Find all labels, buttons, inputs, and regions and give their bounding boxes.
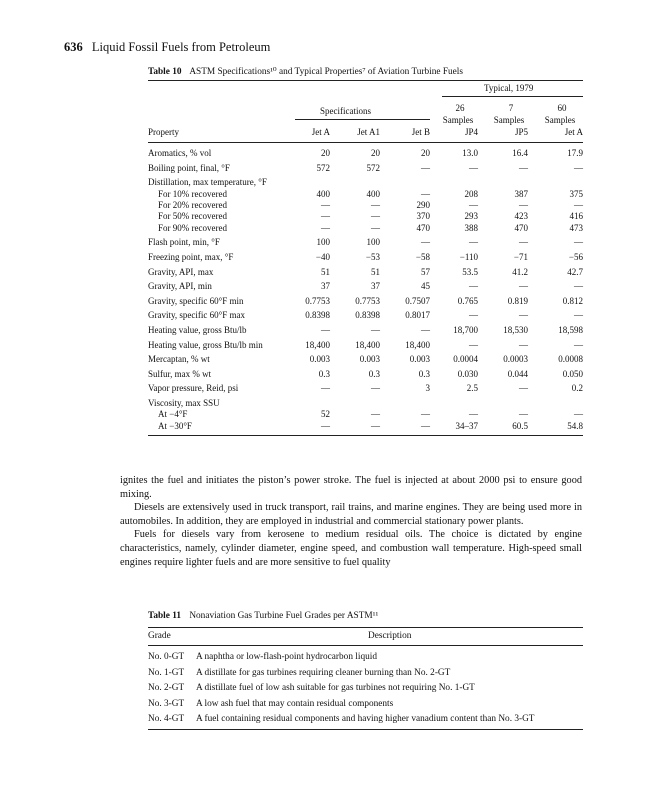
value-cell-jet-b: 0.7507 bbox=[405, 295, 430, 306]
table-row bbox=[148, 278, 583, 293]
value-cell-jp5 bbox=[478, 174, 528, 189]
value-cell-jet-a bbox=[284, 174, 330, 189]
value-cell-jp5: 0.0003 bbox=[503, 354, 528, 365]
value-cell-jet-a-typical bbox=[528, 395, 583, 410]
property-cell: At −4°F bbox=[158, 409, 188, 420]
table-row bbox=[148, 712, 583, 728]
value-cell-jp4: — bbox=[469, 281, 478, 292]
value-cell-jp4: 18,700 bbox=[453, 324, 478, 335]
property-cell: Gravity, specific 60°F max bbox=[148, 310, 245, 321]
value-cell-jet-a1: 0.003 bbox=[359, 354, 380, 365]
table-row bbox=[148, 263, 583, 278]
value-cell-jp4: 388 bbox=[464, 222, 478, 233]
value-cell-jet-b: 45 bbox=[421, 281, 430, 292]
value-cell-jp4: — bbox=[469, 162, 478, 173]
property-cell: Viscosity, max SSU bbox=[148, 397, 220, 408]
table10-header bbox=[148, 81, 583, 142]
samples-count-jp5: 7 bbox=[508, 103, 514, 113]
table10-body bbox=[148, 148, 583, 432]
col-header-grade: Grade bbox=[148, 631, 171, 641]
value-cell-jet-b: 470 bbox=[416, 222, 430, 233]
value-cell-jet-b: 3 bbox=[425, 383, 430, 394]
property-cell: For 90% recovered bbox=[158, 222, 227, 233]
col-header-description: Description bbox=[368, 631, 412, 641]
value-cell-jet-a1: −53 bbox=[365, 252, 380, 262]
value-cell-jet-a-typical: — bbox=[574, 200, 583, 210]
property-cell: Mercaptan, % wt bbox=[148, 354, 210, 365]
value-cell-jet-a-typical: 18,598 bbox=[558, 324, 583, 335]
value-cell-jp5: 423 bbox=[514, 211, 528, 222]
table-row bbox=[148, 307, 583, 322]
value-cell-jp4: 208 bbox=[464, 188, 478, 199]
value-cell-jet-a bbox=[284, 395, 330, 410]
samples-count-jeta: 60 bbox=[557, 103, 567, 113]
description-cell: A naphtha or low-flash-point hydrocarbon liquid bbox=[196, 652, 377, 662]
table-row bbox=[148, 366, 583, 381]
description-cell: A low ash fuel that may contain residual components bbox=[196, 698, 394, 709]
property-cell: Flash point, min, °F bbox=[148, 237, 220, 248]
table-row bbox=[148, 421, 583, 432]
property-cell: Boiling point, final, °F bbox=[148, 162, 230, 173]
table-row bbox=[148, 380, 583, 395]
property-cell: Aromatics, % vol bbox=[148, 148, 212, 158]
table-row bbox=[148, 249, 583, 264]
samples-count-jp4: 26 bbox=[455, 103, 465, 113]
value-cell-jet-a1: — bbox=[371, 383, 380, 394]
value-cell-jp4: 53.5 bbox=[462, 266, 478, 277]
value-cell-jet-a-typical: 54.8 bbox=[567, 420, 583, 431]
table11-body bbox=[148, 650, 583, 728]
value-cell-jet-a1 bbox=[330, 174, 380, 189]
value-cell-jet-a: 52 bbox=[321, 409, 330, 420]
table10 bbox=[148, 81, 583, 436]
paragraph: ignites the fuel and initiates the piston’s power stroke. The fuel is injected at about 2000 psi to ensure good mixing. bbox=[120, 475, 582, 500]
table-row bbox=[148, 148, 583, 159]
value-cell-jp5: — bbox=[519, 310, 528, 321]
table-row bbox=[148, 200, 583, 211]
value-cell-jet-a: 37 bbox=[321, 281, 330, 292]
value-cell-jp4: 2.5 bbox=[466, 383, 478, 394]
table11-caption bbox=[148, 611, 378, 621]
samples-label-jp5: Samples bbox=[493, 115, 525, 125]
value-cell-jet-a: — bbox=[321, 211, 330, 222]
value-cell-jet-a1: — bbox=[371, 409, 380, 420]
value-cell-jet-a1: — bbox=[371, 324, 380, 335]
value-cell-jp4: — bbox=[469, 310, 478, 321]
value-cell-jp5: — bbox=[519, 383, 528, 394]
value-cell-jet-a-typical: 0.812 bbox=[562, 295, 583, 306]
value-cell-jet-a: 0.7753 bbox=[305, 295, 330, 306]
property-cell: Heating value, gross Btu/lb min bbox=[148, 339, 263, 350]
book-title: Liquid Fossil Fuels from Petroleum bbox=[91, 40, 271, 54]
value-cell-jet-a1: — bbox=[371, 420, 380, 431]
value-cell-jet-a: −40 bbox=[315, 252, 330, 262]
property-cell: Sulfur, max % wt bbox=[148, 368, 212, 379]
col-header-jet-b: Jet B bbox=[411, 127, 430, 137]
table11-title: Nonaviation Gas Turbine Fuel Grades per ASTM¹¹ bbox=[189, 611, 379, 621]
value-cell-jp4: −110 bbox=[459, 252, 478, 262]
table11-header bbox=[148, 628, 583, 645]
value-cell-jp5: 18,530 bbox=[503, 324, 528, 335]
table10-caption bbox=[148, 66, 463, 77]
property-cell: Vapor pressure, Reid, psi bbox=[148, 383, 239, 394]
value-cell-jet-a1: 0.8398 bbox=[355, 310, 380, 321]
col-header-jp5: JP5 bbox=[514, 127, 528, 137]
value-cell-jet-a: 0.003 bbox=[309, 354, 330, 365]
property-cell: Gravity, API, max bbox=[148, 266, 214, 277]
col-header-jp4: JP4 bbox=[464, 127, 478, 137]
value-cell-jet-a: 0.8398 bbox=[305, 310, 330, 321]
table11 bbox=[148, 628, 583, 730]
value-cell-jp4: 293 bbox=[464, 211, 478, 222]
value-cell-jet-a: — bbox=[321, 200, 330, 210]
table-row bbox=[148, 159, 583, 174]
description-cell: A distillate for gas turbines requiring cleaner burning than No. 2-GT bbox=[196, 667, 451, 678]
value-cell-jet-a1: 20 bbox=[371, 148, 380, 158]
value-cell-jet-a-typical: 0.050 bbox=[562, 368, 583, 379]
value-cell-jet-a1: — bbox=[371, 211, 380, 222]
value-cell-jp4: — bbox=[469, 237, 478, 248]
description-cell: A fuel containing residual components and having higher vanadium content than No. 3-GT bbox=[196, 714, 535, 725]
value-cell-jet-b: −58 bbox=[415, 252, 430, 262]
value-cell-jp4: — bbox=[469, 409, 478, 420]
value-cell-jet-a1: — bbox=[371, 222, 380, 233]
samples-label-jp4: Samples bbox=[442, 115, 474, 125]
property-cell: Gravity, API, min bbox=[148, 281, 212, 292]
value-cell-jp4: 0.0004 bbox=[453, 354, 478, 365]
value-cell-jp5: 41.2 bbox=[512, 266, 528, 277]
value-cell-jet-a-typical: — bbox=[574, 310, 583, 321]
value-cell-jet-b: — bbox=[421, 237, 430, 248]
value-cell-jet-a: 0.3 bbox=[318, 368, 330, 379]
value-cell-jet-a1: 100 bbox=[366, 237, 380, 248]
value-cell-jp5: — bbox=[519, 237, 528, 248]
table11-bottom-rule bbox=[148, 729, 583, 730]
property-cell: Distillation, max temperature, °F bbox=[148, 177, 267, 188]
grade-cell: No. 2-GT bbox=[148, 683, 185, 694]
value-cell-jet-a1: 0.7753 bbox=[355, 295, 380, 306]
value-cell-jet-a: 20 bbox=[321, 148, 330, 158]
table11-header-rule bbox=[148, 645, 583, 646]
value-cell-jet-a: 572 bbox=[316, 162, 330, 173]
value-cell-jp5: 16.4 bbox=[512, 148, 528, 158]
table-row bbox=[148, 336, 583, 351]
table-row bbox=[148, 293, 583, 308]
property-cell: Freezing point, max, °F bbox=[148, 252, 234, 262]
value-cell-jp4: — bbox=[469, 200, 478, 210]
col-header-jet-a1: Jet A1 bbox=[357, 127, 380, 137]
table-row bbox=[148, 189, 583, 200]
table-row bbox=[148, 234, 583, 249]
samples-label-jeta: Samples bbox=[544, 115, 576, 125]
value-cell-jet-a1: — bbox=[371, 200, 380, 210]
value-cell-jp4: — bbox=[469, 339, 478, 350]
table10-header-rule bbox=[148, 142, 583, 143]
value-cell-jp5: — bbox=[519, 281, 528, 292]
value-cell-jet-a: — bbox=[321, 383, 330, 394]
grade-cell: No. 4-GT bbox=[148, 714, 185, 725]
value-cell-jet-a1: 18,400 bbox=[355, 339, 380, 350]
value-cell-jp4: 13.0 bbox=[462, 148, 478, 158]
value-cell-jet-b: — bbox=[421, 409, 430, 420]
grade-cell: No. 1-GT bbox=[148, 667, 185, 678]
value-cell-jet-a1: 0.3 bbox=[368, 368, 380, 379]
col-header-jet-a: Jet A bbox=[311, 127, 330, 137]
property-cell: At −30°F bbox=[158, 420, 192, 431]
property-cell: Heating value, gross Btu/lb bbox=[148, 324, 247, 335]
table10-title: ASTM Specifications¹⁰ and Typical Properties⁷ of Aviation Turbine Fuels bbox=[189, 67, 464, 77]
value-cell-jp4: 0.765 bbox=[457, 295, 478, 306]
col-header-jet-a-typical: Jet A bbox=[564, 127, 583, 137]
value-cell-jet-a1 bbox=[330, 395, 380, 410]
col-header-property: Property bbox=[148, 127, 179, 137]
table-row bbox=[148, 211, 583, 222]
value-cell-jet-b: — bbox=[421, 188, 430, 199]
value-cell-jet-b: 0.8017 bbox=[405, 310, 430, 321]
value-cell-jet-a-typical: — bbox=[574, 339, 583, 350]
property-cell: For 50% recovered bbox=[158, 211, 227, 222]
value-cell-jp5 bbox=[478, 395, 528, 410]
value-cell-jet-b bbox=[380, 395, 430, 410]
value-cell-jet-b: 0.3 bbox=[418, 368, 430, 379]
value-cell-jp5: 0.044 bbox=[507, 368, 528, 379]
value-cell-jet-a: — bbox=[321, 420, 330, 431]
table-row bbox=[148, 681, 583, 697]
value-cell-jet-a: 100 bbox=[316, 237, 330, 248]
header-typical: Typical, 1979 bbox=[484, 83, 534, 93]
value-cell-jp5: — bbox=[519, 339, 528, 350]
value-cell-jet-a-typical: 375 bbox=[569, 188, 583, 199]
table-row bbox=[148, 322, 583, 337]
value-cell-jet-a-typical: 0.2 bbox=[571, 383, 583, 394]
value-cell-jet-b: — bbox=[421, 420, 430, 431]
value-cell-jet-a-typical: 17.9 bbox=[567, 148, 583, 158]
value-cell-jet-a1: 572 bbox=[366, 162, 380, 173]
running-head bbox=[64, 40, 270, 55]
value-cell-jet-b: 0.003 bbox=[409, 354, 430, 365]
value-cell-jp5: 470 bbox=[514, 222, 528, 233]
value-cell-jet-a-typical: 0.0008 bbox=[558, 354, 583, 365]
value-cell-jp5: 0.819 bbox=[507, 295, 528, 306]
table-row bbox=[148, 650, 583, 666]
grade-cell: No. 3-GT bbox=[148, 698, 185, 709]
value-cell-jet-b bbox=[380, 174, 430, 189]
table-row bbox=[148, 697, 583, 713]
value-cell-jet-a-typical: −56 bbox=[568, 252, 583, 262]
value-cell-jp4 bbox=[430, 174, 478, 189]
value-cell-jet-a-typical: 416 bbox=[569, 211, 583, 222]
value-cell-jp5: 60.5 bbox=[512, 420, 528, 431]
property-cell: For 10% recovered bbox=[158, 188, 227, 199]
table-row bbox=[148, 409, 583, 420]
table-row bbox=[148, 666, 583, 682]
value-cell-jet-b: 18,400 bbox=[405, 339, 430, 350]
body-text bbox=[120, 474, 582, 569]
header-specifications: Specifications bbox=[320, 106, 371, 116]
value-cell-jp4 bbox=[430, 395, 478, 410]
table-row bbox=[148, 223, 583, 234]
value-cell-jet-a-typical: 42.7 bbox=[567, 266, 583, 277]
value-cell-jet-b: 20 bbox=[421, 148, 430, 158]
value-cell-jp4: 0.030 bbox=[457, 368, 478, 379]
value-cell-jet-a1: 51 bbox=[371, 266, 380, 277]
table-row bbox=[148, 395, 583, 410]
value-cell-jet-b: — bbox=[421, 162, 430, 173]
value-cell-jet-a-typical: — bbox=[574, 281, 583, 292]
property-cell: For 20% recovered bbox=[158, 200, 227, 210]
grade-cell: No. 0-GT bbox=[148, 652, 185, 662]
paragraph: Fuels for diesels vary from kerosene to medium residual oils. The choice is dictated by engine characteristics, namely, cylinder diameter, engine speed, and combustion wall temperature. High-speed small engines require lighter fuels and are more sensitive to fuel quality bbox=[120, 529, 582, 568]
value-cell-jp5: 387 bbox=[514, 188, 528, 199]
table10-bottom-rule bbox=[148, 435, 583, 436]
table11-label: Table 11 bbox=[148, 611, 181, 621]
value-cell-jet-a-typical bbox=[528, 174, 583, 189]
value-cell-jet-a: — bbox=[321, 324, 330, 335]
value-cell-jet-a-typical: 473 bbox=[569, 222, 583, 233]
property-cell: Gravity, specific 60°F min bbox=[148, 295, 244, 306]
table10-label: Table 10 bbox=[148, 67, 182, 77]
table-row bbox=[148, 351, 583, 366]
value-cell-jet-a: — bbox=[321, 222, 330, 233]
value-cell-jp5: — bbox=[519, 162, 528, 173]
value-cell-jet-a-typical: — bbox=[574, 162, 583, 173]
value-cell-jet-a1: 37 bbox=[371, 281, 380, 292]
value-cell-jp4: 34–37 bbox=[455, 420, 478, 431]
value-cell-jet-a-typical: — bbox=[574, 237, 583, 248]
paragraph: Diesels are extensively used in truck transport, rail trains, and marine engines. They are being used more in automobiles. In addition, they are employed in industrial and commercial stationary power plants. bbox=[120, 502, 582, 527]
value-cell-jet-a: 51 bbox=[321, 266, 330, 277]
value-cell-jp5: — bbox=[519, 200, 528, 210]
description-cell: A distillate fuel of low ash suitable for gas turbines not requiring No. 1-GT bbox=[196, 683, 475, 694]
value-cell-jet-b: 370 bbox=[416, 211, 430, 222]
page-number: 636 bbox=[64, 40, 83, 54]
table-row bbox=[148, 174, 583, 189]
value-cell-jet-a: 400 bbox=[316, 188, 330, 199]
value-cell-jet-a-typical: — bbox=[574, 409, 583, 420]
value-cell-jet-b: — bbox=[421, 324, 430, 335]
value-cell-jp5: — bbox=[519, 409, 528, 420]
value-cell-jp5: −71 bbox=[513, 252, 528, 262]
value-cell-jet-a1: 400 bbox=[366, 188, 380, 199]
value-cell-jet-b: 290 bbox=[416, 200, 430, 210]
value-cell-jet-a: 18,400 bbox=[305, 339, 330, 350]
value-cell-jet-b: 57 bbox=[421, 266, 430, 277]
